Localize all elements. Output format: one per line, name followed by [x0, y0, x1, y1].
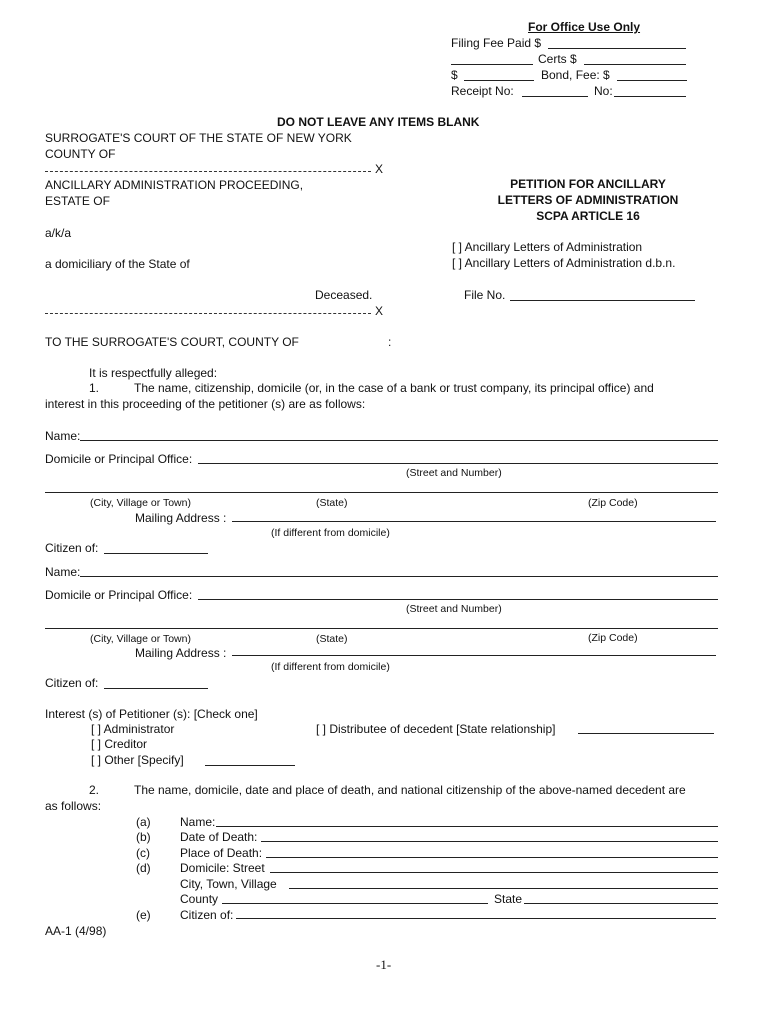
- item2-text: The name, domicile, date and place of death, and national citizenship of the above-named decedent are: [134, 783, 686, 797]
- office-use-title: For Office Use Only: [528, 20, 641, 34]
- estate-label: ESTATE OF: [45, 194, 110, 208]
- place-of-death-label: Place of Death:: [180, 846, 263, 860]
- petitioner2-citizen-field[interactable]: [104, 688, 208, 689]
- petition-title-line1: PETITION FOR ANCILLARY: [510, 177, 666, 191]
- item2-d-marker: (d): [136, 861, 151, 875]
- petitioner2-domicile-label: Domicile or Principal Office:: [45, 588, 193, 602]
- bond-fee-field[interactable]: [617, 80, 687, 81]
- petitioner2-mailing-label: Mailing Address :: [135, 646, 227, 660]
- file-no-label: File No.: [464, 288, 506, 302]
- decedent-citizen-label: Citizen of:: [180, 908, 234, 922]
- file-no-field[interactable]: [510, 300, 695, 301]
- caption-top-rule: [45, 171, 371, 172]
- certs-prefix-field[interactable]: [451, 64, 533, 65]
- petitioner1-street-caption: (Street and Number): [406, 467, 502, 479]
- petitioner2-city-field[interactable]: [45, 628, 718, 629]
- caption-x-bottom: X: [375, 304, 384, 318]
- ancillary-letters-dbn-checkbox[interactable]: [ ] Ancillary Letters of Administration d.b.n.: [452, 256, 676, 270]
- county-label-decedent: County: [180, 892, 219, 906]
- item2-number: 2.: [89, 783, 100, 797]
- petitioner1-citizen-label: Citizen of:: [45, 541, 99, 555]
- state-field[interactable]: [524, 903, 718, 904]
- petitioner2-citizen-label: Citizen of:: [45, 676, 99, 690]
- item2-continuation: as follows:: [45, 799, 102, 813]
- dollar-field[interactable]: [464, 80, 534, 81]
- item2-a-marker: (a): [136, 815, 151, 829]
- date-of-death-field[interactable]: [261, 841, 718, 842]
- decedent-citizen-field[interactable]: [236, 918, 716, 919]
- item2-b-marker: (b): [136, 830, 151, 844]
- petitioner1-city-caption: (City, Village or Town): [90, 497, 191, 509]
- petitioner1-citizen-field[interactable]: [104, 553, 208, 554]
- item2-e-marker: (e): [136, 908, 151, 922]
- petitioner1-zip-caption: (Zip Code): [588, 497, 638, 509]
- petitioner1-domicile-field[interactable]: [198, 463, 718, 464]
- filing-fee-field[interactable]: [548, 48, 686, 49]
- other-checkbox[interactable]: [ ] Other [Specify]: [91, 753, 184, 767]
- creditor-checkbox[interactable]: [ ] Creditor: [91, 737, 148, 751]
- petitioner2-name-label: Name:: [45, 565, 81, 579]
- petitioner1-city-field[interactable]: [45, 492, 718, 493]
- court-name: SURROGATE'S COURT OF THE STATE OF NEW YORK: [45, 131, 352, 145]
- petitioner2-street-caption: (Street and Number): [406, 603, 502, 615]
- form-number: AA-1 (4/98): [45, 924, 107, 938]
- city-town-village-field[interactable]: [289, 888, 718, 889]
- county-field[interactable]: [222, 903, 488, 904]
- bond-fee-label: Bond, Fee: $: [541, 68, 610, 82]
- to-court-colon: :: [388, 335, 392, 349]
- domiciliary-label: a domiciliary of the State of: [45, 257, 190, 271]
- date-of-death-label: Date of Death:: [180, 830, 258, 844]
- caption-bottom-rule: [45, 313, 371, 314]
- petitioner1-name-field[interactable]: [80, 440, 718, 441]
- to-court-label: TO THE SURROGATE'S COURT, COUNTY OF: [45, 335, 299, 349]
- item2-c-marker: (c): [136, 846, 150, 860]
- state-label-decedent: State: [494, 892, 523, 906]
- no-field[interactable]: [614, 96, 686, 97]
- domicile-street-field[interactable]: [270, 872, 718, 873]
- receipt-field[interactable]: [522, 96, 588, 97]
- petitioner1-name-label: Name:: [45, 429, 81, 443]
- petitioner2-domicile-field[interactable]: [198, 599, 718, 600]
- decedent-name-label: Name:: [180, 815, 216, 829]
- petitioner2-zip-caption: (Zip Code): [588, 632, 638, 644]
- interest-heading: Interest (s) of Petitioner (s): [Check one]: [45, 707, 258, 721]
- certs-field[interactable]: [584, 64, 686, 65]
- certs-label: Certs $: [538, 52, 577, 66]
- deceased-label: Deceased.: [315, 288, 373, 302]
- item1-continuation: interest in this proceeding of the petitioner (s) are as follows:: [45, 397, 366, 411]
- receipt-label: Receipt No:: [451, 84, 514, 98]
- place-of-death-field[interactable]: [266, 857, 718, 858]
- city-town-village-label: City, Town, Village: [180, 877, 277, 891]
- aka-label: a/k/a: [45, 226, 72, 240]
- petition-title-line3: SCPA ARTICLE 16: [536, 209, 640, 223]
- petitioner2-mailing-field[interactable]: [232, 655, 716, 656]
- other-specify-field[interactable]: [205, 765, 295, 766]
- petitioner2-city-caption: (City, Village or Town): [90, 633, 191, 645]
- alleged-text: It is respectfully alleged:: [89, 366, 218, 380]
- proceeding-label: ANCILLARY ADMINISTRATION PROCEEDING,: [45, 178, 304, 192]
- ancillary-letters-checkbox[interactable]: [ ] Ancillary Letters of Administration: [452, 240, 643, 254]
- petitioner2-name-field[interactable]: [80, 576, 718, 577]
- petitioner2-state-caption: (State): [316, 633, 348, 645]
- warning-text: DO NOT LEAVE ANY ITEMS BLANK: [277, 115, 480, 129]
- distributee-relationship-field[interactable]: [578, 733, 714, 734]
- petitioner1-state-caption: (State): [316, 497, 348, 509]
- domicile-street-label: Domicile: Street: [180, 861, 265, 875]
- dollar-label: $: [451, 68, 458, 82]
- item1-number: 1.: [89, 381, 100, 395]
- petitioner1-domicile-label: Domicile or Principal Office:: [45, 452, 193, 466]
- item1-text: The name, citizenship, domicile (or, in the case of a bank or trust company, its principal office) and: [134, 381, 654, 395]
- petition-title-line2: LETTERS OF ADMINISTRATION: [497, 193, 679, 207]
- petitioner1-mailing-label: Mailing Address :: [135, 511, 227, 525]
- petitioner1-if-different: (If different from domicile): [271, 527, 390, 539]
- page-number: -1-: [376, 957, 392, 972]
- distributee-checkbox[interactable]: [ ] Distributee of decedent [State relationship]: [316, 722, 556, 736]
- petitioner2-if-different: (If different from domicile): [271, 661, 390, 673]
- caption-x-top: X: [375, 162, 384, 176]
- filing-fee-label: Filing Fee Paid $: [451, 36, 542, 50]
- decedent-name-field[interactable]: [216, 826, 718, 827]
- county-label: COUNTY OF: [45, 147, 116, 161]
- no-label: No:: [594, 84, 613, 98]
- petitioner1-mailing-field[interactable]: [232, 521, 716, 522]
- administrator-checkbox[interactable]: [ ] Administrator: [91, 722, 175, 736]
